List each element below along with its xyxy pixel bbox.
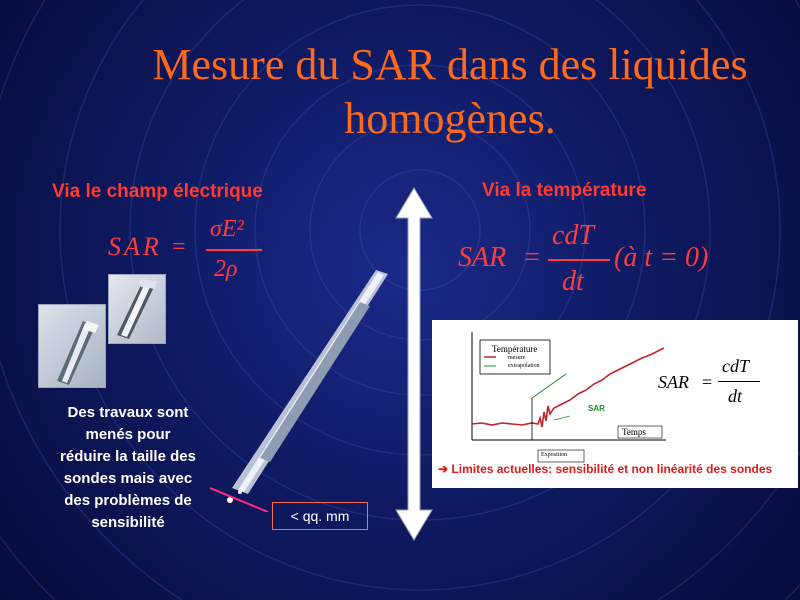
temperature-graph-panel — [432, 320, 798, 488]
inset-formula — [658, 356, 788, 412]
left-heading: Via le champ électrique — [52, 181, 263, 202]
right-heading: Via la température — [482, 180, 647, 201]
left-formula-lhs: SAR — [108, 232, 162, 261]
probe-description: Des travaux sont menés pour réduire la taille des sondes mais avec des problèmes de sensibilité — [60, 404, 196, 531]
limitations-text: Limites actuelles: sensibilité et non linéarité des sondes — [451, 462, 773, 476]
inset-formula-denominator: dt — [728, 386, 743, 406]
graph-time-label: Temps — [622, 427, 646, 437]
right-formula-equals: = — [524, 242, 540, 273]
inset-fraction-bar — [718, 381, 760, 382]
probe-stick-image — [210, 262, 400, 512]
left-fraction-bar — [206, 249, 262, 251]
right-formula-denominator: dt — [562, 266, 584, 297]
size-label-box: < qq. mm — [272, 502, 368, 530]
right-formula-lhs: SAR — [458, 242, 507, 273]
right-formula-numerator: cdT — [552, 220, 594, 251]
inset-formula-lhs: SAR — [658, 372, 689, 392]
inset-formula-equals: = — [702, 372, 713, 392]
graph-legend-title: Température — [492, 344, 538, 354]
probe-tip-image — [39, 305, 105, 387]
probe-photo-1 — [38, 304, 106, 388]
graph-legend-line2: extrapolation — [508, 363, 540, 369]
left-formula-equals: = — [172, 234, 186, 260]
limitations-note — [438, 462, 772, 476]
double-arrow — [392, 184, 436, 544]
graph-sar-label: SAR — [588, 404, 605, 413]
graph-exposure-label: Exposition — [541, 452, 568, 458]
arrow-right-icon: ➔ — [438, 462, 449, 476]
slide-title: Mesure du SAR dans des liquides homogènes. — [152, 40, 748, 143]
left-formula-denominator: 2ρ — [214, 256, 238, 282]
inset-formula-numerator: cdT — [722, 356, 749, 376]
left-formula-numerator: σE² — [210, 216, 244, 242]
right-formula-condition: (à t = 0) — [614, 242, 709, 273]
probe-photo-2 — [108, 274, 166, 344]
right-formula — [458, 218, 728, 304]
right-fraction-bar — [548, 259, 610, 261]
graph-legend-line1: mesure — [508, 355, 526, 361]
probe-body-image — [109, 275, 165, 343]
